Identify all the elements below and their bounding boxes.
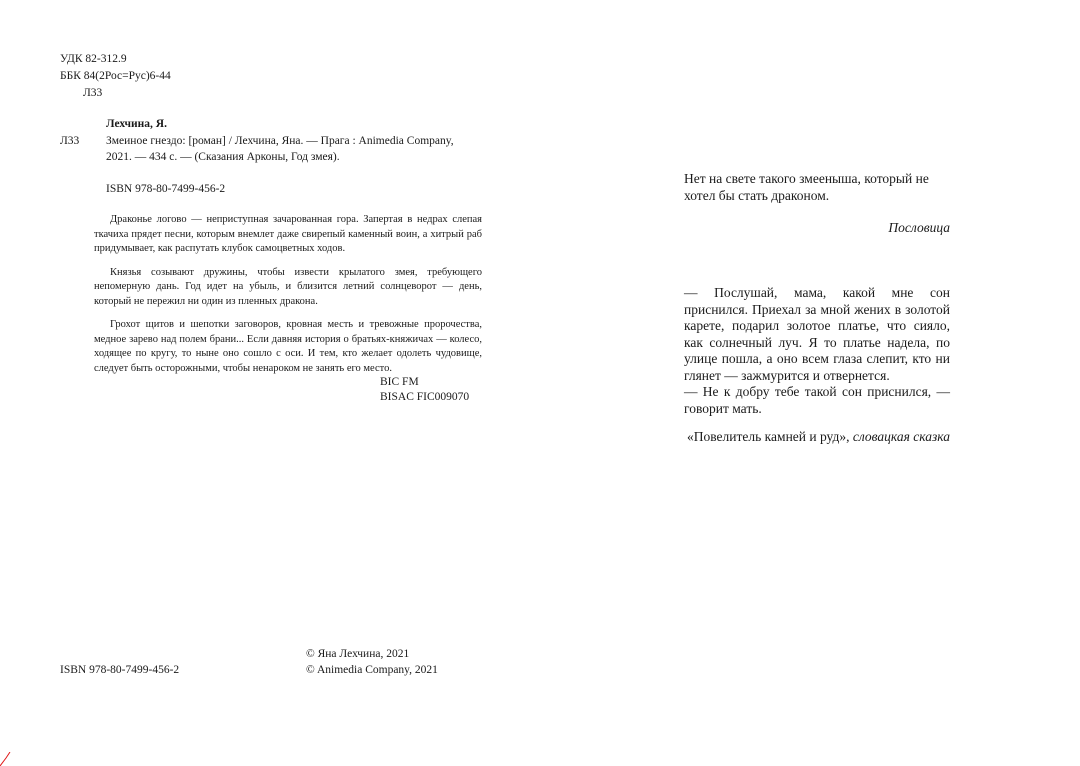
annotation-paragraph-1: Драконье логово — неприступная зачарованная гора. Запертая в недрах слепая ткачиха прядет песни, которым внемлет даже свирепый каменный воин, а хитрый раб придумывает, как распутать клубок самоцветных ходов.	[94, 214, 482, 254]
crop-mark-icon	[0, 752, 12, 766]
bibliographic-entry-line1: Змеиное гнездо: [роман] / Лехчина, Яна. — Прага : Animedia Company,	[106, 135, 454, 147]
annotation-paragraph-3: Грохот щитов и шепотки заговоров, кровная месть и тревожные пророчества, медное зарево над полем брани... Если давняя история о братьях-княжичах — колесо, ходящее по кругу, то ныне оно сошло с оси. И тем, кто желает одолеть чудовище, следует быть осторожными, чтобы ненароком не занять его место.	[94, 319, 482, 374]
isbn-bottom: ISBN 978-80-7499-456-2	[60, 664, 180, 676]
udk-code: УДК 82-312.9	[60, 53, 127, 65]
dialogue-line-1: — Послушай, мама, какой мне сон приснился. Приехал за мной жених в золотой карете, подарил золотое платье, что сияло, как солнечный луч. Я то платье надела, по улице пошла, а оно всем глаза слепит, кто ни глянет — зажмурится и отвернется.	[684, 285, 950, 383]
annotation-paragraph-2: Князья созывают дружины, чтобы извести крылатого змея, требующего непомерную дань. Год идет на убыль, и близится летний солнцеворот — день, который не пережил ни один из пленных дракона.	[94, 266, 482, 307]
epigraph-1: Нет на свете такого змееныша, который не хотел бы стать драконом.	[684, 171, 929, 203]
author-mark-top: Л33	[83, 87, 103, 99]
source-genre: словацкая сказка	[852, 429, 950, 444]
dialogue-line-2: — Не к добру тебе такой сон приснился, — говорит мать.	[684, 384, 950, 416]
epigraph-2-source	[640, 429, 950, 446]
author-heading: Лехчина, Я.	[106, 118, 167, 130]
bic-code: BIC FM	[380, 376, 419, 388]
copyright-author: © Яна Лехчина, 2021	[306, 648, 410, 660]
epigraph-1-source: Пословица	[888, 220, 950, 235]
bibliographic-entry-line2: 2021. — 434 с. — (Сказания Арконы, Год змея).	[106, 151, 340, 163]
annotation	[94, 213, 482, 376]
isbn: ISBN 978-80-7499-456-2	[106, 183, 226, 195]
source-title: «Повелитель камней и руд»,	[687, 429, 850, 444]
bbk-code: ББК 84(2Рос=Рус)6-44	[60, 70, 171, 82]
epigraph-2	[684, 285, 950, 417]
bisac-code: BISAC FIC009070	[380, 391, 470, 403]
copyright-publisher: © Animedia Company, 2021	[306, 664, 438, 676]
entry-mark: Л33	[60, 135, 80, 147]
